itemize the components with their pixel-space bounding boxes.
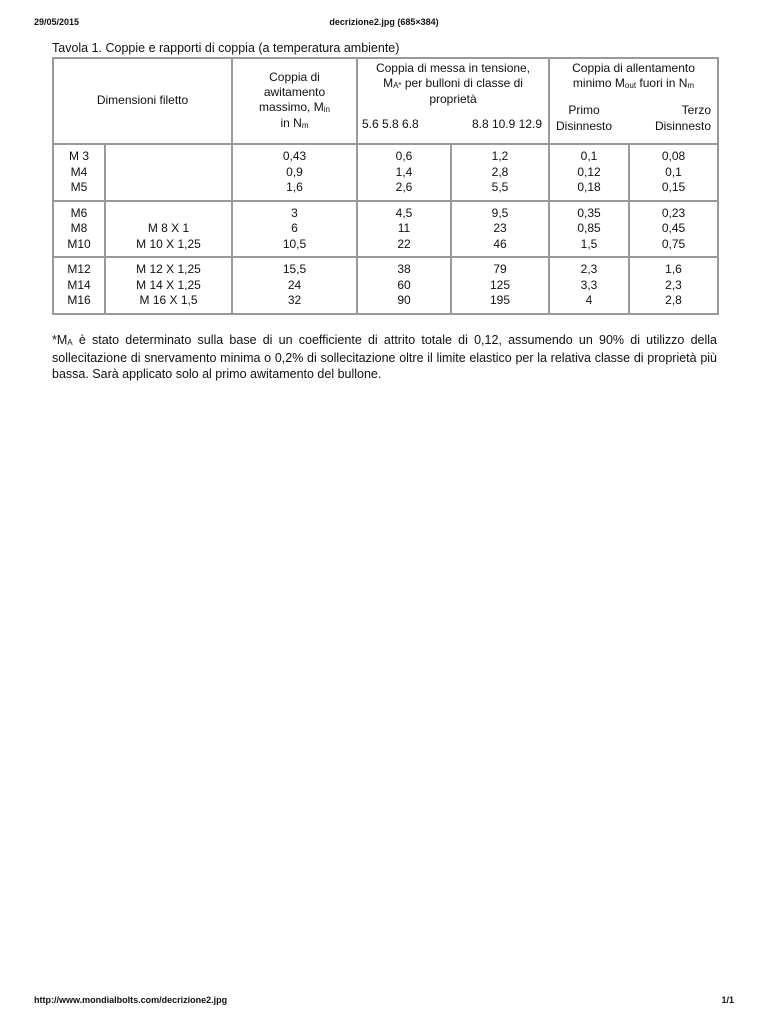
- header-max-torque-line2: awitamento: [263, 85, 326, 99]
- footnote-text: è stato determinato sulla base di un coefficiente di attrito totale di 0,12, assumendo un 90% di utilizzo della sollecitazione di snervamento minima o 0,2% di sollecitazione oltre il limite elastico per la relativa classe di proprietà più bassa. Sarà applicato solo al primo awitamento del bullone.: [52, 332, 717, 381]
- tension-high-cell: [451, 201, 549, 258]
- terzo-cell: [629, 201, 718, 258]
- primo-value: 3,3: [580, 277, 598, 292]
- max-torque-value: 32: [287, 293, 302, 307]
- header-tightening-torque: [357, 58, 549, 144]
- header-terzo-disinnesto: [655, 102, 711, 134]
- tension-low-value: 90: [397, 293, 411, 307]
- fine-thread: M 8 X 1: [147, 221, 190, 235]
- coarse-thread-cell: [53, 257, 105, 314]
- header-tension-symbol: M: [383, 76, 394, 90]
- tension-low-cell: [357, 144, 451, 201]
- header-loosen-sub: out: [624, 81, 637, 90]
- coarse-thread: M6: [70, 205, 88, 220]
- primo-cell: [549, 257, 629, 314]
- primo-value: 2,3: [580, 262, 598, 276]
- fine-thread-cell: [105, 257, 232, 314]
- fine-thread: M 14 X 1,25: [136, 277, 201, 292]
- header-max-torque-line1: Coppia di: [269, 70, 320, 84]
- table-row: [53, 201, 718, 258]
- terzo-value: 1,6: [665, 262, 682, 276]
- table-row: [53, 257, 718, 314]
- max-torque-value: 15,5: [282, 262, 307, 276]
- primo-value: 0,35: [577, 205, 601, 220]
- tension-high-value: 79: [493, 262, 507, 276]
- print-source-url: http://www.mondialbolts.com/decrizione2.jpg: [34, 995, 228, 1005]
- header-primo-line2: Disinnesto: [556, 119, 613, 133]
- terzo-value: 2,3: [665, 277, 682, 292]
- print-document-title: decrizione2.jpg (685×384): [329, 17, 439, 27]
- terzo-cell: [629, 257, 718, 314]
- header-max-torque-unit-sub: m: [301, 121, 309, 130]
- max-torque-value: 10,5: [282, 236, 307, 251]
- fine-thread-cell: [105, 201, 232, 258]
- terzo-value: 0,08: [661, 149, 686, 163]
- fine-thread: [106, 180, 231, 196]
- print-footer: [0, 995, 768, 1009]
- fine-thread: [106, 165, 231, 181]
- tension-high-value: 9,5: [491, 205, 509, 220]
- terzo-cell: [629, 144, 718, 201]
- fine-thread: M 12 X 1,25: [136, 262, 201, 276]
- coarse-thread: M5: [70, 180, 88, 194]
- coarse-thread: M4: [70, 164, 88, 179]
- table-footnote: [52, 332, 717, 382]
- max-torque-value: 3: [291, 205, 298, 220]
- table-caption: Tavola 1. Coppie e rapporti di coppia (a temperatura ambiente): [52, 41, 400, 55]
- header-loosen-line2-mid: fuori in N: [636, 76, 688, 90]
- fine-thread: M 10 X 1,25: [136, 236, 201, 251]
- tension-low-value: 2,6: [395, 180, 413, 194]
- header-primo-disinnesto: [556, 102, 612, 134]
- table-header-row: [53, 58, 718, 144]
- print-page-number: 1/1: [721, 995, 734, 1005]
- header-terzo-line1: Terzo: [681, 103, 711, 117]
- print-header: [0, 17, 768, 31]
- header-tension-line3: proprietà: [429, 92, 477, 106]
- tension-high-cell: [451, 257, 549, 314]
- coarse-thread-cell: [53, 201, 105, 258]
- tension-high-value: 125: [489, 277, 511, 292]
- fine-thread: M 16 X 1,5: [139, 293, 198, 307]
- tension-low-value: 38: [397, 262, 411, 276]
- header-max-torque-sub: in: [323, 105, 330, 114]
- header-loosening-torque: [549, 58, 718, 144]
- max-torque-value: 1,6: [286, 180, 303, 194]
- max-torque-value: 24: [287, 277, 302, 292]
- footnote-lead-sub: A: [67, 337, 73, 347]
- header-terzo-line2: Disinnesto: [654, 119, 711, 133]
- header-loosen-unit-sub: m: [687, 81, 695, 90]
- primo-cell: [549, 201, 629, 258]
- terzo-value: 0,1: [665, 164, 682, 179]
- header-tension-line1: Coppia di messa in tensione,: [375, 61, 531, 75]
- max-torque-cell: [232, 201, 357, 258]
- header-tension-sub: A*: [393, 81, 402, 90]
- tension-high-value: 46: [493, 236, 507, 251]
- primo-cell: [549, 144, 629, 201]
- header-max-torque-line3: massimo, M: [259, 100, 324, 114]
- tension-low-value: 60: [397, 277, 411, 292]
- primo-value: 0,85: [577, 221, 601, 235]
- header-thread-size: [53, 58, 232, 144]
- header-max-torque: [232, 58, 357, 144]
- tension-high-value: 5,5: [491, 180, 509, 194]
- max-torque-value: 0,43: [282, 149, 307, 163]
- tension-low-cell: [357, 257, 451, 314]
- coarse-thread: M10: [67, 236, 91, 251]
- header-loosen-line1: Coppia di allentamento: [572, 61, 695, 75]
- max-torque-value: 6: [291, 221, 298, 235]
- tension-high-value: 1,2: [491, 149, 509, 163]
- print-date: 29/05/2015: [34, 17, 80, 27]
- header-tension-line2: per bulloni di classe di: [401, 76, 523, 90]
- header-thread-size-label: Dimensioni filetto: [96, 93, 189, 108]
- header-class-low: 5.6 5.8 6.8: [362, 117, 419, 131]
- primo-value: 0,18: [577, 180, 601, 194]
- header-max-torque-line4: in N: [280, 116, 302, 130]
- tension-low-value: 22: [397, 236, 411, 251]
- primo-value: 0,1: [580, 149, 598, 163]
- terzo-value: 0,45: [661, 221, 686, 235]
- header-loosen-line2-pre: minimo M: [572, 76, 625, 90]
- primo-value: 4: [585, 293, 593, 307]
- coarse-thread: M 3: [68, 149, 89, 163]
- tension-low-cell: [357, 201, 451, 258]
- tension-low-value: 11: [397, 221, 411, 235]
- tension-low-value: 0,6: [395, 149, 413, 163]
- tension-high-cell: [451, 144, 549, 201]
- footnote-lead: *M: [52, 332, 68, 347]
- fine-thread-cell: [105, 144, 232, 201]
- tension-low-value: 1,4: [395, 164, 413, 179]
- terzo-value: 0,15: [661, 180, 686, 194]
- terzo-value: 0,23: [661, 205, 686, 220]
- tension-low-value: 4,5: [395, 205, 413, 220]
- primo-value: 0,12: [577, 164, 601, 179]
- max-torque-value: 0,9: [286, 164, 303, 179]
- tension-high-value: 2,8: [491, 164, 509, 179]
- document-content: [52, 40, 717, 382]
- max-torque-cell: [232, 144, 357, 201]
- max-torque-cell: [232, 257, 357, 314]
- tension-high-value: 23: [493, 221, 507, 235]
- coarse-thread: M16: [67, 293, 91, 307]
- coarse-thread: M8: [70, 221, 88, 235]
- terzo-value: 2,8: [665, 293, 682, 307]
- coarse-thread-cell: [53, 144, 105, 201]
- header-primo-line1: Primo: [568, 103, 600, 117]
- coarse-thread: M12: [67, 262, 91, 276]
- tension-high-value: 195: [489, 293, 511, 307]
- torque-table: [52, 57, 719, 315]
- fine-thread: [106, 206, 231, 222]
- table-row: [53, 144, 718, 201]
- coarse-thread: M14: [67, 277, 91, 292]
- terzo-value: 0,75: [661, 236, 686, 251]
- fine-thread: [106, 149, 231, 165]
- primo-value: 1,5: [580, 236, 598, 251]
- header-class-high: 8.8 10.9 12.9: [471, 117, 542, 131]
